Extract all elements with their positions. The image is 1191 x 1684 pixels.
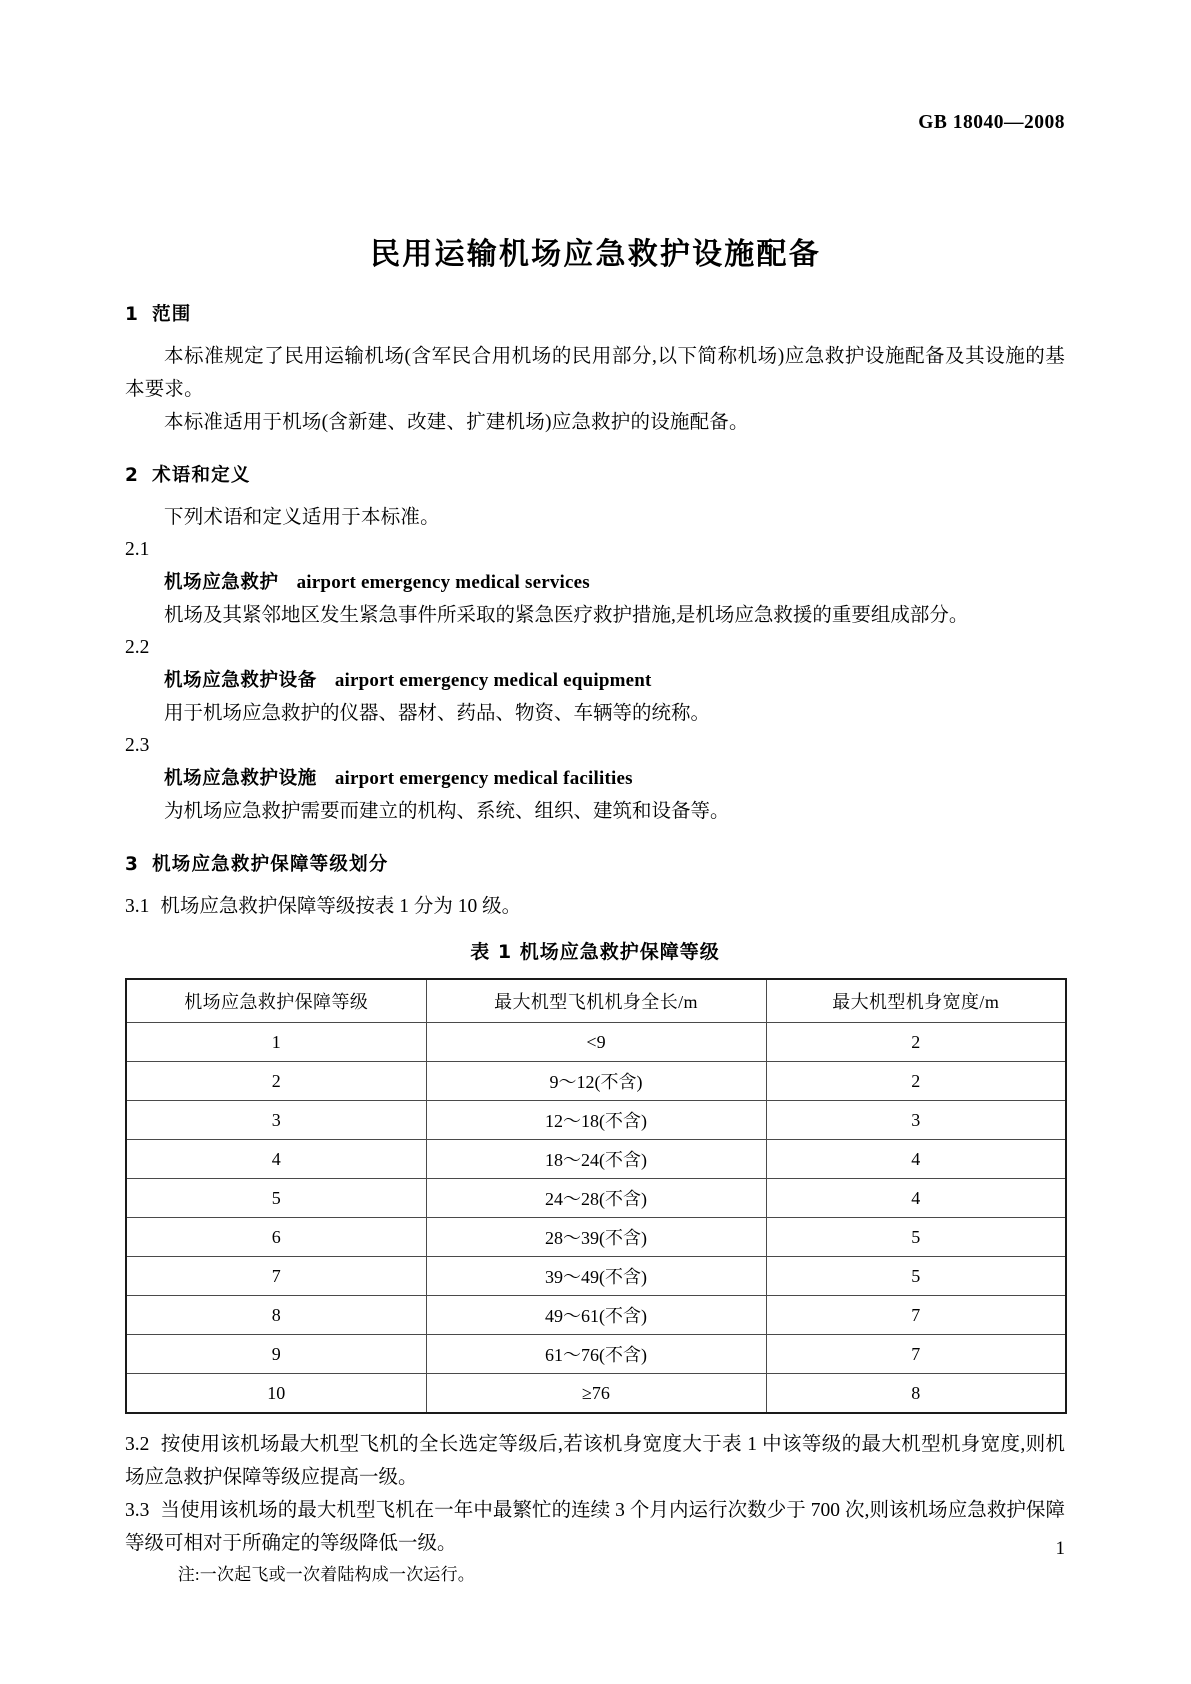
table-row bbox=[126, 1179, 1066, 1218]
table-row bbox=[126, 1101, 1066, 1140]
section-title-2: 术语和定义 bbox=[152, 465, 251, 486]
term-definition-2-1: 机场及其紧邻地区发生紧急事件所采取的紧急医疗救护措施,是机场应急救援的重要组成部分。 bbox=[164, 605, 969, 626]
cell-grade: 1 bbox=[126, 1023, 426, 1062]
column-header-length: 最大机型飞机机身全长/m bbox=[426, 979, 766, 1023]
clause-3-2 bbox=[125, 1428, 1065, 1494]
term-english-2-3: airport emergency medical facilities bbox=[334, 768, 633, 789]
term-heading-2-1 bbox=[125, 566, 1065, 599]
clause-number-3-2: 3.2 bbox=[125, 1434, 150, 1455]
clause-3-1 bbox=[125, 890, 1065, 923]
table-row bbox=[126, 1296, 1066, 1335]
cell-length: 18～24(不含) bbox=[426, 1140, 766, 1179]
term-english-2-1: airport emergency medical services bbox=[296, 572, 590, 593]
cell-length: 49～61(不含) bbox=[426, 1296, 766, 1335]
cell-width: 5 bbox=[766, 1218, 1066, 1257]
table-row bbox=[126, 1023, 1066, 1062]
clause-note: 注:一次起飞或一次着陆构成一次运行。 bbox=[177, 1565, 476, 1584]
clause-text-3-2: 按使用该机场最大机型飞机的全长选定等级后,若该机身宽度大于表 1 中该等级的最大机型机身宽度,则机场应急救护保障等级应提高一级。 bbox=[125, 1434, 1065, 1488]
term-chinese-2-1: 机场应急救护 bbox=[164, 572, 279, 593]
section2-intro: 下列术语和定义适用于本标准。 bbox=[164, 507, 440, 528]
cell-grade: 8 bbox=[126, 1296, 426, 1335]
table-row bbox=[126, 1335, 1066, 1374]
document-body bbox=[125, 300, 1065, 1590]
cell-width: 3 bbox=[766, 1101, 1066, 1140]
term-heading-2-2 bbox=[125, 664, 1065, 697]
term-number-2-1: 2.1 bbox=[125, 539, 150, 560]
cell-grade: 5 bbox=[126, 1179, 426, 1218]
cell-grade: 4 bbox=[126, 1140, 426, 1179]
table-row bbox=[126, 1218, 1066, 1257]
page-number: 1 bbox=[1055, 1538, 1065, 1559]
term-number-2-2: 2.2 bbox=[125, 637, 150, 658]
cell-length: 39～49(不含) bbox=[426, 1257, 766, 1296]
cell-length: 9～12(不含) bbox=[426, 1062, 766, 1101]
column-header-grade: 机场应急救护保障等级 bbox=[126, 979, 426, 1023]
clause-number-3-1: 3.1 bbox=[125, 896, 150, 917]
cell-width: 8 bbox=[766, 1374, 1066, 1414]
cell-length: <9 bbox=[426, 1023, 766, 1062]
section-title-1: 范围 bbox=[152, 304, 192, 325]
cell-length: 24～28(不含) bbox=[426, 1179, 766, 1218]
table-row bbox=[126, 1374, 1066, 1414]
standard-code: GB 18040—2008 bbox=[918, 112, 1065, 133]
section-number-3: 3 bbox=[125, 854, 140, 875]
table-header-row bbox=[126, 979, 1066, 1023]
cell-width: 2 bbox=[766, 1062, 1066, 1101]
running-header bbox=[125, 112, 1065, 134]
section-heading-3 bbox=[125, 850, 1065, 876]
cell-grade: 9 bbox=[126, 1335, 426, 1374]
cell-grade: 10 bbox=[126, 1374, 426, 1414]
term-definition-2-2: 用于机场应急救护的仪器、器材、药品、物资、车辆等的统称。 bbox=[164, 703, 711, 724]
cell-width: 4 bbox=[766, 1179, 1066, 1218]
table-row bbox=[126, 1257, 1066, 1296]
section1-paragraph-1: 本标准规定了民用运输机场(含军民合用机场的民用部分,以下简称机场)应急救护设施配备及其设施的基本要求。 bbox=[125, 346, 1065, 400]
term-definition-2-3: 为机场应急救护需要而建立的机构、系统、组织、建筑和设备等。 bbox=[164, 801, 730, 822]
section1-paragraph-2: 本标准适用于机场(含新建、改建、扩建机场)应急救护的设施配备。 bbox=[164, 412, 749, 433]
cell-grade: 6 bbox=[126, 1218, 426, 1257]
term-chinese-2-3: 机场应急救护设施 bbox=[164, 768, 317, 789]
cell-width: 7 bbox=[766, 1335, 1066, 1374]
section-heading-1 bbox=[125, 300, 1065, 326]
table-row bbox=[126, 1062, 1066, 1101]
grade-table bbox=[125, 978, 1067, 1414]
column-header-width: 最大机型机身宽度/m bbox=[766, 979, 1066, 1023]
cell-width: 2 bbox=[766, 1023, 1066, 1062]
cell-length: 12～18(不含) bbox=[426, 1101, 766, 1140]
term-chinese-2-2: 机场应急救护设备 bbox=[164, 670, 317, 691]
cell-width: 4 bbox=[766, 1140, 1066, 1179]
cell-grade: 2 bbox=[126, 1062, 426, 1101]
cell-length: 28～39(不含) bbox=[426, 1218, 766, 1257]
cell-width: 5 bbox=[766, 1257, 1066, 1296]
cell-grade: 7 bbox=[126, 1257, 426, 1296]
section-number-1: 1 bbox=[125, 304, 140, 325]
cell-length: ≥76 bbox=[426, 1374, 766, 1414]
clause-text-3-3: 当使用该机场的最大机型飞机在一年中最繁忙的连续 3 个月内运行次数少于 700 次,则该机场应急救护保障等级可相对于所确定的等级降低一级。 bbox=[125, 1500, 1065, 1554]
clause-number-3-3: 3.3 bbox=[125, 1500, 150, 1521]
table-row bbox=[126, 1140, 1066, 1179]
cell-width: 7 bbox=[766, 1296, 1066, 1335]
term-number-2-3: 2.3 bbox=[125, 735, 150, 756]
page-title: 民用运输机场应急救护设施配备 bbox=[370, 237, 821, 273]
term-english-2-2: airport emergency medical equipment bbox=[334, 670, 652, 691]
section-title-3: 机场应急救护保障等级划分 bbox=[152, 854, 389, 875]
term-heading-2-3 bbox=[125, 762, 1065, 795]
table-caption: 表 1 机场应急救护保障等级 bbox=[470, 941, 720, 963]
section-heading-2 bbox=[125, 461, 1065, 487]
section-number-2: 2 bbox=[125, 465, 140, 486]
cell-grade: 3 bbox=[126, 1101, 426, 1140]
cell-length: 61～76(不含) bbox=[426, 1335, 766, 1374]
clause-text-3-1: 机场应急救护保障等级按表 1 分为 10 级。 bbox=[160, 896, 522, 917]
